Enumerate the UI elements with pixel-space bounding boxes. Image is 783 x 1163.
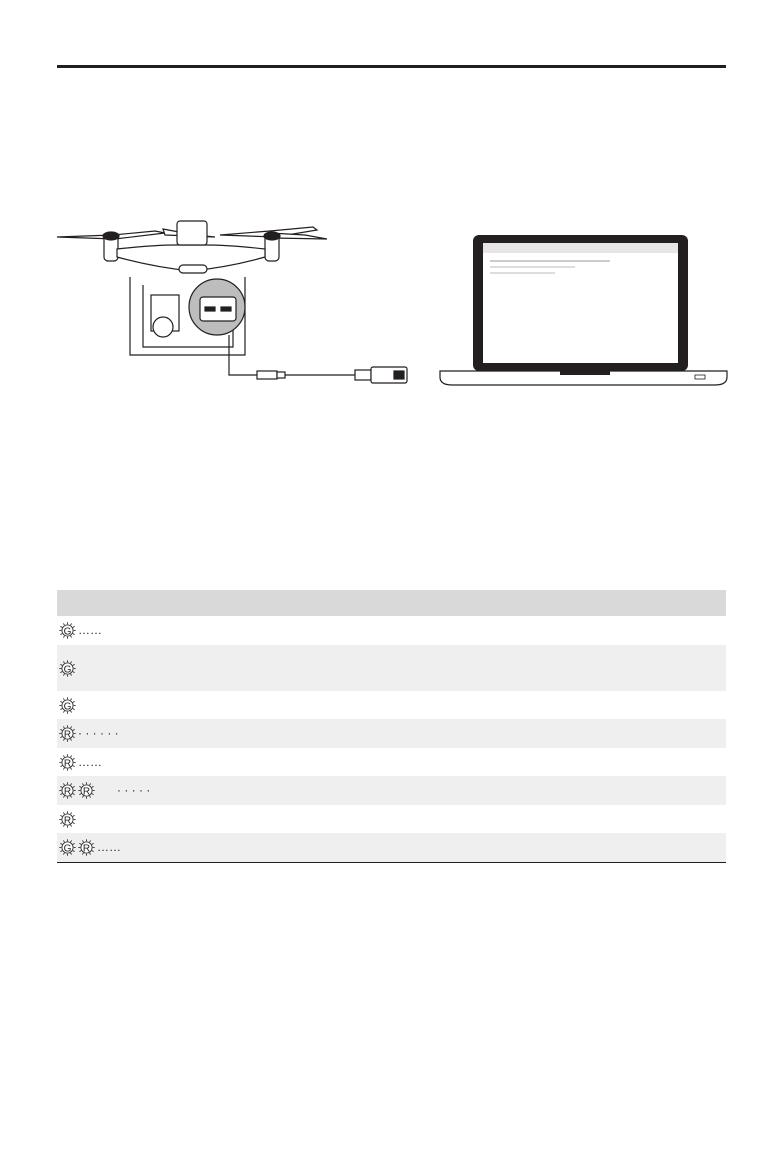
green-led-icon [59, 622, 76, 639]
page-top-rule [57, 65, 726, 68]
led-letter: G [63, 626, 72, 638]
red-led-icon [59, 782, 76, 799]
led-pattern-cell [57, 805, 167, 833]
red-led-icon [78, 782, 95, 799]
blink-pattern-dots: · · · · · [117, 783, 151, 797]
led-description-cell [167, 748, 726, 776]
table-row [57, 833, 726, 862]
blink-pattern-dots: …… [78, 754, 102, 769]
table-row [57, 719, 726, 748]
table-row [57, 748, 726, 776]
blink-pattern-dots: · · · · · · [78, 726, 119, 740]
led-letter: G [63, 663, 72, 675]
led-description-cell [167, 805, 726, 833]
table-row [57, 691, 726, 719]
led-letter: R [63, 814, 72, 826]
led-description-cell [167, 691, 726, 719]
led-pattern-cell [57, 645, 167, 691]
led-description-cell [167, 719, 726, 748]
led-description-cell [167, 776, 726, 805]
led-pattern-cell [57, 616, 167, 645]
led-letter: R [63, 786, 72, 798]
green-led-icon [59, 839, 76, 856]
led-letter: G [63, 700, 72, 712]
led-pattern-cell [57, 719, 167, 748]
led-pattern-cell [57, 833, 167, 862]
table-header-row [57, 590, 726, 616]
table-row [57, 776, 726, 805]
led-letter: R [82, 786, 91, 798]
red-led-icon [59, 754, 76, 771]
red-led-icon [59, 811, 76, 828]
led-letter: R [63, 729, 72, 741]
led-description-cell [167, 833, 726, 862]
blink-pattern-dots: …… [78, 623, 102, 637]
blink-pattern-dots: …… [97, 839, 121, 854]
led-pattern-cell [57, 776, 167, 805]
led-pattern-cell [57, 748, 167, 776]
led-letter: G [63, 843, 72, 855]
led-letter: R [82, 843, 91, 855]
led-description-cell [167, 616, 726, 645]
table-row [57, 616, 726, 645]
aircraft-status-indicator-table [57, 590, 726, 863]
drone-with-usb-port-icon [57, 221, 407, 383]
table-row [57, 805, 726, 833]
table-header-cell [167, 590, 726, 616]
firmware-update-figure [55, 205, 730, 405]
laptop-icon [440, 235, 727, 385]
red-led-icon [59, 725, 76, 742]
led-description-cell [167, 645, 726, 691]
red-led-icon [78, 839, 95, 856]
led-letter: R [63, 757, 72, 769]
table-header-cell [57, 590, 167, 616]
green-led-icon [59, 660, 76, 677]
green-led-icon [59, 697, 76, 714]
led-pattern-cell [57, 691, 167, 719]
table-row [57, 645, 726, 691]
